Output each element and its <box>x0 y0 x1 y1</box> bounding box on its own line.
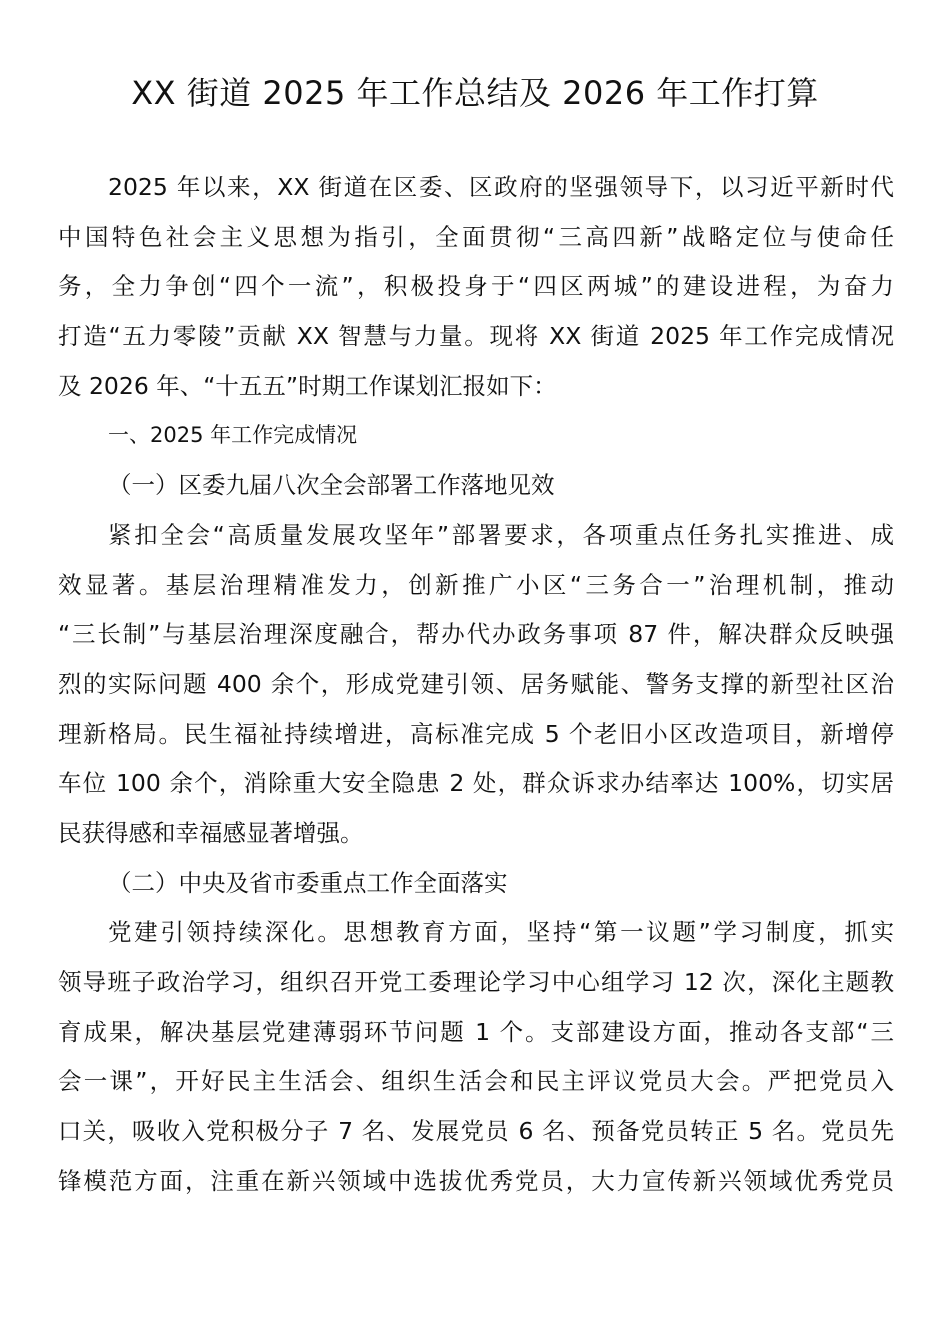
paragraph-line: 理新格局。民生福祉持续增进，高标准完成 5 个老旧小区改造项目，新增停 <box>58 719 894 748</box>
intro-paragraph <box>58 163 894 411</box>
paragraph-line: “三长制”与基层治理深度融合，帮办代办政务事项 87 件，解决群众反映强 <box>58 620 894 649</box>
paragraph-line: 2025 年以来，XX 街道在区委、区政府的坚强领导下，以习近平新时代 <box>108 173 894 201</box>
paragraph-line: 党建引领持续深化。思想教育方面，坚持“第一议题”学习制度，抓实 <box>108 918 894 947</box>
paragraph-line: 育成果，解决基层党建薄弱环节问题 1 个。支部建设方面，推动各支部“三 <box>58 1017 894 1046</box>
paragraph-line: 会一课”，开好民主生活会、组织生活会和民主评议党员大会。严把党员入 <box>58 1067 894 1096</box>
paragraph-line: 领导班子政治学习，组织召开党工委理论学习中心组学习 12 次，深化主题教 <box>58 968 894 996</box>
subsection-2-paragraph <box>58 908 894 1206</box>
document-body <box>58 163 894 1206</box>
section-heading-1: 一、2025 年工作完成情况 <box>108 423 358 448</box>
paragraph-line: 烈的实际问题 400 余个，形成党建引领、居务赋能、警务支撑的新型社区治 <box>58 669 894 698</box>
paragraph-line: 紧扣全会“高质量发展攻坚年”部署要求，各项重点任务扎实推进、成 <box>108 520 894 549</box>
paragraph-line: 打造“五力零陵”贡献 XX 智慧与力量。现将 XX 街道 2025 年工作完成情况 <box>58 322 894 351</box>
paragraph-line: 及 2026 年、“十五五”时期工作谋划汇报如下： <box>58 371 557 400</box>
paragraph-line: 车位 100 余个，消除重大安全隐患 2 处，群众诉求办结率达 100%，切实居 <box>58 769 894 798</box>
paragraph-line: 中国特色社会主义思想为指引，全面贯彻“三高四新”战略定位与使命任 <box>58 222 894 251</box>
document-title: XX 街道 2025 年工作总结及 2026 年工作打算 <box>131 74 819 112</box>
paragraph-line: 效显著。基层治理精准发力，创新推广小区“三务合一”治理机制，推动 <box>58 570 894 599</box>
paragraph-line: 民获得感和幸福感显著增强。 <box>58 818 364 847</box>
paragraph-line: 口关，吸收入党积极分子 7 名、发展党员 6 名、预备党员转正 5 名。党员先 <box>58 1117 894 1146</box>
paragraph-line: 务，全力争创“四个一流”，积极投身于“四区两城”的建设进程，为奋力 <box>58 272 894 301</box>
subsection-heading-1: （一）区委九届八次全会部署工作落地见效 <box>108 471 555 500</box>
subsection-1-paragraph <box>58 511 894 859</box>
paragraph-line: 锋模范方面，注重在新兴领域中选拔优秀党员，大力宣传新兴领域优秀党员 <box>58 1166 894 1195</box>
subsection-heading-2: （二）中央及省市委重点工作全面落实 <box>108 868 508 897</box>
